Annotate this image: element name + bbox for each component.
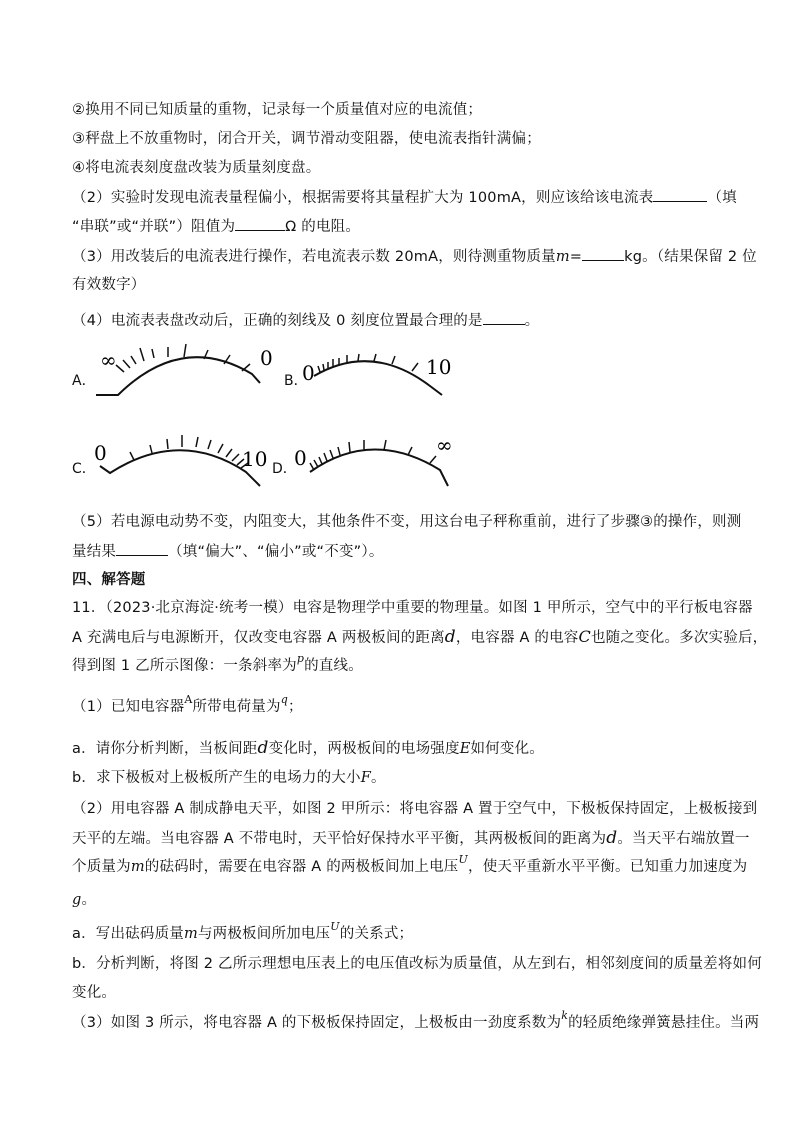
part-2-line-4: g。: [72, 892, 97, 908]
question-5-line-2: 量结果 （填“偏大”、“偏小”或“不变”）。: [72, 541, 384, 562]
question-11-line-1: 11．（2023·北京海淀·统考一模）电容是物理学中重要的物理量。如图 1 甲所示，空气中的平行板电容器: [72, 600, 753, 616]
section-heading: 四、解答题: [72, 572, 146, 588]
part-2-line-1: （2）用电容器 A 制成静电天平，如图 2 甲所示：将电容器 A 置于空气中，下极板保持固定，上极板接到: [72, 801, 758, 817]
part-3-text: （3）如图 3 所示，将电容器 A 的下极板保持固定，上极板由一劲度系数为$^k$的轻质绝缘弹簧悬挂住。当两: [72, 1009, 760, 1031]
option-d-left-label: 0: [294, 446, 307, 470]
answer-blank: [582, 246, 624, 261]
part-2-line-2: 天平的左端。当电容器 A 不带电时，天平恰好保持水平平衡，其两极板间的距离为d。当天平右端放置一: [72, 828, 750, 848]
option-b-left-label: 0: [302, 361, 315, 385]
part-2-line-3: 个质量为m的砝码时，需要在电容器 A 的两极板间加上电压$^U$，使天平重新水平平衡。已知重力加速度为: [72, 853, 748, 875]
option-b-right-label: 10: [426, 355, 452, 379]
option-d-dial: [292, 430, 472, 490]
option-c-left-label: 0: [94, 441, 107, 465]
answer-blank: [653, 187, 707, 202]
part-1b-text: b．求下极板对上极板所产生的电场力的大小F。: [72, 770, 386, 786]
option-c-label: C．: [72, 461, 96, 477]
option-d-right-label: ∞: [436, 433, 453, 457]
part-1a-text: a．请你分析判断，当板间距d变化时，两极板间的电场强度E如何变化。: [72, 738, 544, 758]
step-3-text: ③秤盘上不放重物时，闭合开关，调节滑动变阻器，使电流表指针满偏；: [72, 131, 541, 147]
answer-blank: [116, 541, 168, 556]
part-2b-line-1: b．分析判断，将图 2 乙所示理想电压表上的电压值改标为质量值，从左到右，相邻刻度间的质量差将如何: [72, 956, 762, 972]
option-a-label: A．: [72, 373, 96, 389]
answer-blank: [483, 310, 525, 325]
question-11-line-3: 得到图 1 乙所示图像：一条斜率为$^p$的直线。: [72, 652, 363, 674]
question-4-text: （4）电流表表盘改动后，正确的刻线及 0 刻度位置最合理的是 。: [72, 310, 539, 331]
part-1-intro: （1）已知电容器$^A$所带电荷量为$^q$；: [72, 693, 303, 715]
part-2b-line-2: 变化。: [72, 985, 117, 1001]
question-11-line-2: A 充满电后与电源断开，仅改变电容器 A 两极板间的距离d，电容器 A 的电容C也随之变化。多次实验后，: [72, 627, 768, 647]
answer-blank: [235, 216, 285, 231]
option-a-dial: [92, 340, 282, 400]
question-3-line-2: 有效数字）: [72, 277, 146, 293]
question-3-line-1: （3）用改装后的电流表进行操作，若电流表示数 20mA，则待测重物质量m= kg。（结果保留 2 位: [72, 246, 757, 267]
option-b-label: B．: [284, 373, 308, 389]
option-a-left-label: ∞: [100, 348, 117, 372]
option-c-dial: [90, 428, 280, 488]
step-2-text: ②换用不同已知质量的重物，记录每一个质量值对应的电流值；: [72, 102, 483, 118]
step-4-text: ④将电流表刻度盘改装为质量刻度盘。: [72, 160, 321, 176]
option-c-right-label: 10: [242, 447, 268, 471]
option-a-right-label: 0: [260, 346, 273, 370]
part-2a-text: a．写出砝码质量m与两极板间所加电压$^U$的关系式；: [72, 920, 414, 942]
question-2-line-2: “串联”或“并联”）阻值为 Ω 的电阻。: [72, 216, 360, 237]
question-2-line-1: （2）实验时发现电流表量程偏小，根据需要将其量程扩大为 100mA，则应该给该电流表 （填: [72, 187, 737, 208]
option-b-dial: [302, 352, 462, 400]
option-d-label: D．: [272, 461, 297, 477]
question-5-line-1: （5）若电源电动势不变，内阻变大，其他条件不变，用这台电子秤称重前，进行了步骤③的操作，则测: [72, 514, 742, 530]
